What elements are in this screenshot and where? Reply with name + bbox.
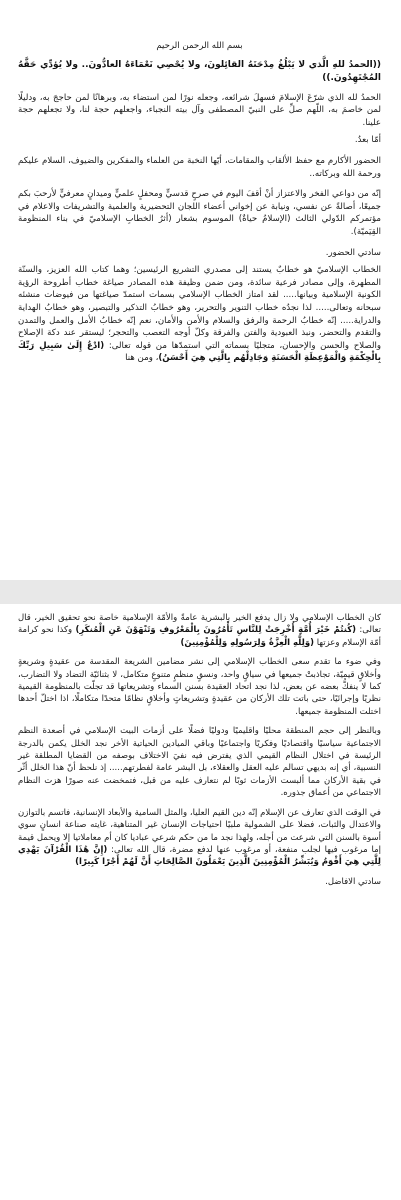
speech-page-1 [0,0,401,580]
sadati-afadil: سادتي الافاضل. [325,876,381,887]
discourse-paragraph [18,264,381,365]
speech-page-2 [0,604,401,1200]
discourse-tail: ، ومن هنا [125,353,159,364]
quran-verse: (إِنَّ هَٰذَا الْقُرْآنَ يَهْدِي لِلَّتِي هِيَ أَقْوَمُ وَيُبَشِّرُ الْمُؤْمِنِينَ الَّذِينَ يَعْمَلُونَ الصَّالِحَاتِ أَنَّ لَهُمْ أَجْرًا كَبِيرًا) [18,844,381,868]
discourse-verse: (ادْعُ إِلَىٰ سَبِيلِ رَبِّكَ بِالْحِكْمَةِ وَالْمَوْعِظَةِ الْحَسَنَةِ وَجَادِلْهُم بِالَّتِي هِيَ أَحْسَنُ) [18,340,381,364]
goodness-paragraph [18,612,381,649]
discourse-text: الخطاب الإسلاميّ هو خطابٌ يستند إلى مصدري التشريع الرئيسين؛ وهما كتاب الله العزيز، والسنّة المطهرة، وإلى مصادر فرعية سائدة، ومن ضمن وظيفة هذه المصادر صياغة خطاب أطروحة الرؤية الكونية الإسلامية وبيانها..... لقد امتاز الخطاب الإسلامي بسمات استمدّ صياغتها من فيوضات منشئه سبحانه وتعالى..... لذا نجدُه خطاب التنوير والتحرير، وهو خطابُ التذكير والتبصير، وهو خطابُ الهداية والدراية..... إنّه خطابُ الرحمة والرفق والسلام والأمن والأمان، نعم إنّه خطابُ الأمل والعمل والتمدن والتقدم والتحضر، ونبذ العبودية والفتن والفرقة وكلّ أوجه التعصب والتحجر؛ ليستقر عند دكة الإصلاح والصلاح والحسن والإحسان، متجليًا بسماته التي استمدّها من قوله تعالى: [18,265,382,351]
crisis-paragraph: وبالنظر إلى حجم المنطقة محليًا واقليميًا ودوليًا فضلًا على أزمات البيت الإسلامي في أصعدة النظم الاجتماعية سياسيًا واقتصاديًا وفكريًا واجتماعيًا وباقي الميادين الحياتية الأخر نجد الخلل يكمن بالدرجة الرئيسة في اختلال النظام القيمي الذي يفترض فيه نفيَ الاختلاف بوصفه من القضايا المطلقة غير النسبية، أي إنه بديهي تسالم عليه العقل والعقلاء، بل البشر عامة لفطرتهم..... إذ نلحظ أنّ هذا الخلل أثّر في بقية الأركان مما ألبست الأزمات ثوبًا لم نتعارف عليه من قبل، فتمخضت عنه صورًا هزت النظام الاجتماعي من أعماق جذوره. [18,726,381,799]
basmala: بسم الله الرحمن الرحيم [156,41,243,51]
opening-quote [18,59,381,86]
sadati-hudur: سادتي الحضور. [325,247,381,258]
goodness-verse: (كُنتُمْ خَيْرَ أُمَّةٍ أُخْرِجَتْ لِلنَّاسِ تَأْمُرُونَ بِالْمَعْرُوفِ وَتَنْهَوْنَ عَنِ الْمُنكَرِ) [75,625,357,636]
greeting-paragraph: الحضور الأكارم مع حفظ الألقاب والمقامات، أيّها النخبة من العلماء والمفكرين والضيوف، السلام عليكم ورحمة الله وبركاته.. [18,155,381,179]
amma-baad: أمّا بعدُ. [354,135,381,146]
welcome-paragraph: إنّه من دواعي الفخر والاعتزاز أنْ أقفَ اليوم في صرحٍ قدسيٍّ ومحفلٍ علميٍّ وميدانٍ معرفيٍّ لأرحبَ بكم جميعًا، أصالةً عن نفسي، ونيابة عن إخواني أعضاء اللجان التحضيرية والعلمية والتشريفات والاعلام في مؤتمركم الدّولي الثالث (الإسلامُ حياةٌ) الموسوم بشعار (أثرُ الخطابِ الإسلاميّ في بناء المنظومة القِيَميّة). [18,189,381,237]
intro-praise-paragraph: الحمدُ لله الذي شرّعَ الإسلامَ فسهلَ شرائعه، وجعله نورًا لمن استضاء به، وبرهانًا لمن حاججَ به، ودليلًا لمن خاصمَ به، اللّهم صلِّ على النبيّ المصطفى وآل بيته النجباء، واجعلهم حجة لنا، ولا تجعلهم حجة علينا. [18,92,381,128]
sharia-paragraph: وفي ضوء ما تقدم سعى الخطاب الإسلامي إلى نشر مضامين الشريعة المقدسة من عقيدةٍ وشريعةٍ وأخلاقٍ قيميّة، تجاذبتْ جميعها في سياقٍ واحد، ونسقٍ منظمٍ متنوعٍ متكامل، لا بثنائيّة التضاد ولا التضارب، كما لا ينفكُّ بعضه عن بعض، لذا نجد اتحاد العقيدة بسنن السماء وتشريعاتها قد تجلّت بالمنظومة القيمية نظريًا وإجرائيًا، حتى باتت تلك الأركان من عقيدةٍ وتشريعاتٍ وأخلاقٍ نظامًا متحدًا متكاملًا، اذا اختلّ أحدها اختلت المنظومة جميعها. [18,657,381,717]
goodness-mid: وكذا نحو كرامة أمّة الإسلام وعزتها [18,625,381,648]
values-paragraph [18,807,381,869]
page-separator [0,580,401,604]
goodness-text: كان الخطاب الإسلامي ولا زال يدفع الخير بالبشرية عامةً والأمّة الإسلامية خاصة نحو تحقيق الخير، قال تعالى: [18,613,382,636]
values-text: في الوقت الذي تعارف عن الإسلام إنّه دين القيم العليا، والمثل السامية والأبعاد الإنسانية، فاتسم بالتوازن والاعتدال والثبات، فضلا على الشمولية ملبيًا احتياجات الإنسان غير المتناهية، غايته صناعة انسانٍ سوي أسوة بالسنن التي شرعت من أجله، ولهذا نجد ما من حكم شرعي عباديا كان أم معاملاتيا إلا ويحمل قيمة إما مرغوب فيها لجلب منفعة، أو مرغوب عنها لدفع مضرة، قال الله تعالى: [18,807,381,855]
dignity-verse: (وَلِلَّهِ الْعِزَّةُ وَلِرَسُولِهِ وَلِلْمُؤْمِنِينَ) [180,637,315,648]
opening-quote-text: ((الحمدُ للهِ الَّذي لا يَبْلُغُ مِدْحَتَهُ القائِلونَ، ولا يُحْصِي نَعْمَاءَهُ العادُّونَ.. ولا يُؤدِّي حَقَّهُ المُجْتَهِدُونَ.)) [18,59,381,84]
